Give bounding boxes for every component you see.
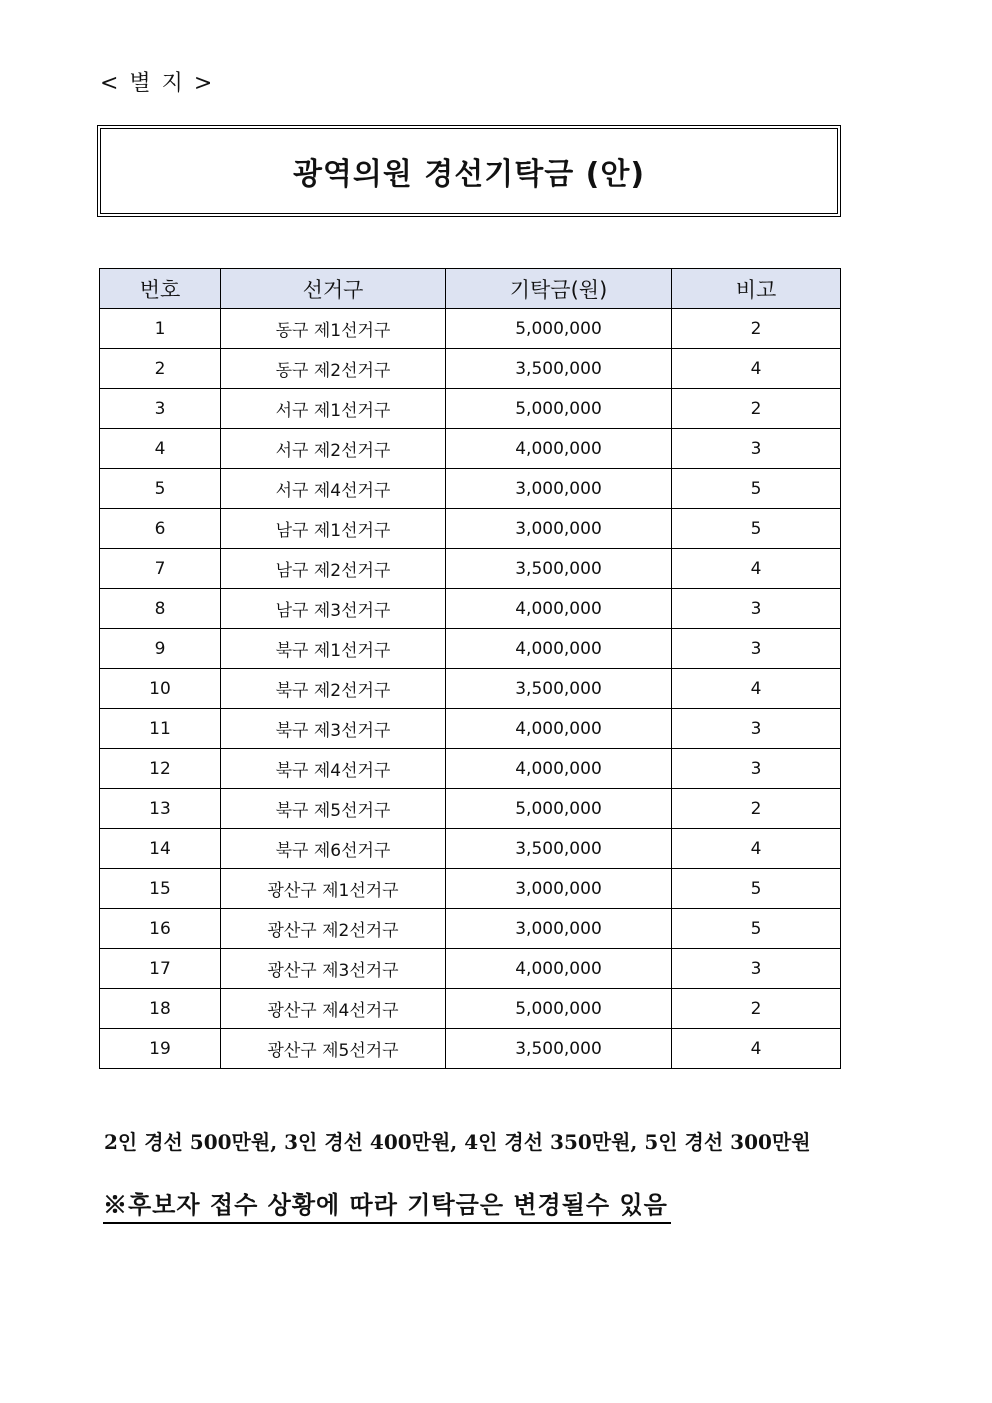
cell-note: 5 [672, 469, 841, 509]
cell-note: 3 [672, 749, 841, 789]
cell-amount: 4,000,000 [446, 629, 672, 669]
cell-number: 2 [100, 349, 221, 389]
cell-amount: 4,000,000 [446, 749, 672, 789]
header-note: 비고 [672, 269, 841, 309]
cell-number: 8 [100, 589, 221, 629]
cell-note: 5 [672, 509, 841, 549]
cell-district: 광산구 제1선거구 [221, 869, 446, 909]
table-row [100, 429, 841, 469]
cell-district: 남구 제1선거구 [221, 509, 446, 549]
cell-note: 5 [672, 909, 841, 949]
table-row [100, 549, 841, 589]
table-row [100, 349, 841, 389]
table-row [100, 709, 841, 749]
cell-number: 16 [100, 909, 221, 949]
table-row [100, 749, 841, 789]
table-row [100, 869, 841, 909]
cell-amount: 3,500,000 [446, 1029, 672, 1069]
table-row [100, 1029, 841, 1069]
cell-number: 5 [100, 469, 221, 509]
cell-amount: 3,500,000 [446, 669, 672, 709]
cell-district: 북구 제4선거구 [221, 749, 446, 789]
cell-amount: 4,000,000 [446, 949, 672, 989]
cell-note: 3 [672, 429, 841, 469]
cell-district: 북구 제2선거구 [221, 669, 446, 709]
table-row [100, 909, 841, 949]
cell-number: 18 [100, 989, 221, 1029]
cell-amount: 4,000,000 [446, 709, 672, 749]
cell-note: 5 [672, 869, 841, 909]
table-body [100, 309, 841, 1069]
cell-note: 2 [672, 789, 841, 829]
cell-number: 19 [100, 1029, 221, 1069]
cell-district: 서구 제1선거구 [221, 389, 446, 429]
table-row [100, 309, 841, 349]
cell-amount: 3,000,000 [446, 509, 672, 549]
document-title: 광역의원 경선기탁금 (안) [292, 157, 646, 192]
cell-number: 12 [100, 749, 221, 789]
table-row [100, 469, 841, 509]
title-box [97, 125, 841, 217]
cell-amount: 3,000,000 [446, 869, 672, 909]
cell-number: 13 [100, 789, 221, 829]
attachment-label: < 별 지 > [100, 71, 215, 96]
cell-number: 14 [100, 829, 221, 869]
cell-amount: 3,500,000 [446, 349, 672, 389]
cell-district: 동구 제2선거구 [221, 349, 446, 389]
cell-district: 남구 제3선거구 [221, 589, 446, 629]
cell-amount: 5,000,000 [446, 309, 672, 349]
cell-note: 3 [672, 709, 841, 749]
cell-district: 서구 제4선거구 [221, 469, 446, 509]
cell-note: 4 [672, 829, 841, 869]
cell-district: 북구 제5선거구 [221, 789, 446, 829]
cell-note: 3 [672, 949, 841, 989]
table-row [100, 789, 841, 829]
cell-note: 2 [672, 309, 841, 349]
table-row [100, 589, 841, 629]
cell-amount: 3,000,000 [446, 909, 672, 949]
table-row [100, 509, 841, 549]
table-row [100, 949, 841, 989]
cell-district: 동구 제1선거구 [221, 309, 446, 349]
cell-district: 북구 제1선거구 [221, 629, 446, 669]
cell-district: 광산구 제5선거구 [221, 1029, 446, 1069]
cell-note: 3 [672, 629, 841, 669]
header-amount: 기탁금(원) [446, 269, 672, 309]
cell-district: 광산구 제4선거구 [221, 989, 446, 1029]
table-row [100, 629, 841, 669]
cell-amount: 3,500,000 [446, 829, 672, 869]
cell-number: 1 [100, 309, 221, 349]
cell-district: 광산구 제2선거구 [221, 909, 446, 949]
cell-district: 북구 제3선거구 [221, 709, 446, 749]
cell-amount: 5,000,000 [446, 389, 672, 429]
table-row [100, 389, 841, 429]
cell-note: 2 [672, 389, 841, 429]
table-row [100, 669, 841, 709]
table-row [100, 989, 841, 1029]
deposit-table [99, 268, 841, 1069]
cell-amount: 4,000,000 [446, 589, 672, 629]
cell-amount: 3,500,000 [446, 549, 672, 589]
table-header-row [100, 269, 841, 309]
cell-number: 6 [100, 509, 221, 549]
cell-number: 17 [100, 949, 221, 989]
cell-amount: 3,000,000 [446, 469, 672, 509]
cell-note: 3 [672, 589, 841, 629]
header-district: 선거구 [221, 269, 446, 309]
cell-number: 4 [100, 429, 221, 469]
cell-amount: 5,000,000 [446, 789, 672, 829]
cell-district: 서구 제2선거구 [221, 429, 446, 469]
cell-district: 북구 제6선거구 [221, 829, 446, 869]
cell-number: 11 [100, 709, 221, 749]
cell-number: 7 [100, 549, 221, 589]
cell-note: 4 [672, 549, 841, 589]
cell-number: 15 [100, 869, 221, 909]
cell-number: 10 [100, 669, 221, 709]
cell-note: 2 [672, 989, 841, 1029]
cell-note: 4 [672, 349, 841, 389]
cell-note: 4 [672, 669, 841, 709]
summary-text: 2인 경선 500만원, 3인 경선 400만원, 4인 경선 350만원, 5인 경선 300만원 [104, 1130, 811, 1154]
cell-amount: 5,000,000 [446, 989, 672, 1029]
cell-number: 3 [100, 389, 221, 429]
cell-note: 4 [672, 1029, 841, 1069]
cell-district: 남구 제2선거구 [221, 549, 446, 589]
notice-text: ※후보자 접수 상황에 따라 기탁금은 변경될수 있음 [103, 1185, 671, 1224]
cell-district: 광산구 제3선거구 [221, 949, 446, 989]
header-number: 번호 [100, 269, 221, 309]
cell-amount: 4,000,000 [446, 429, 672, 469]
cell-number: 9 [100, 629, 221, 669]
table-row [100, 829, 841, 869]
